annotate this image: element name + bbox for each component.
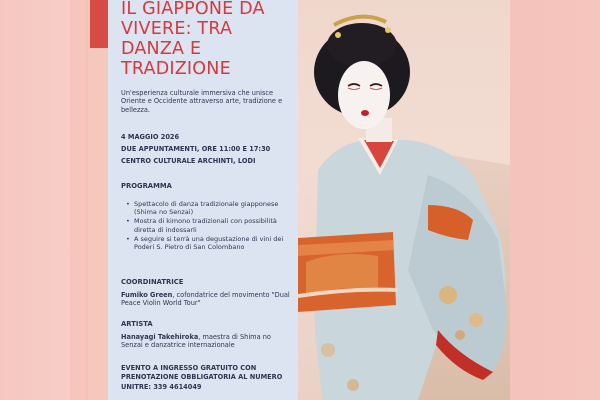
list-item: • Mostra di kimono tradizionali con possibilità diretta di indossarli [121,217,291,233]
coordinatrice-desc: , cofondatrice del movimento "Dual Peace Violin World Tour" [121,291,290,308]
programma-list [121,200,291,252]
event-venue: CENTRO CULTURALE ARCHINTI, LODI [121,157,256,165]
event-title: IL GIAPPONE DA VIVERE: TRA DANZA E TRADIZIONE [121,0,265,79]
list-item: • Spettacolo di danza tradizionale giapponese (Shima no Senzai) [121,200,291,216]
right-texture [510,0,600,400]
intro-text: Un'esperienza culturale immersiva che unisce Oriente e Occidente attraverso arte, tradizione e bellezza. [121,89,283,114]
coordinatrice-heading: COORDINATRICE [121,278,184,286]
geisha-illustration [298,0,510,400]
event-date: 4 MAGGIO 2026 [121,133,180,141]
booking-footer: EVENTO A INGRESSO GRATUITO CON PRENOTAZIONE OBBLIGATORIA AL NUMERO UNITRE: 339 4614049 [121,364,283,391]
left-texture [0,0,70,400]
coordinatrice-text [121,291,293,308]
coordinatrice-name: Fumiko Green [121,291,173,299]
list-item: • A seguire si terrà una degustazione di vini dei Poderi S. Pietro di San Colombano [121,235,291,251]
left-column [88,0,110,400]
artista-heading: ARTISTA [121,320,153,328]
artista-text [121,333,293,350]
programma-heading: PROGRAMMA [121,182,172,190]
artista-name: Hanayagi Takehiroka [121,333,199,341]
artista-desc: , maestra di Shima no Senzai e danzatrice internazionale [121,333,271,350]
red-accent [90,0,108,48]
event-schedule: DUE APPUNTAMENTI, ORE 11:00 E 17:30 [121,145,271,153]
